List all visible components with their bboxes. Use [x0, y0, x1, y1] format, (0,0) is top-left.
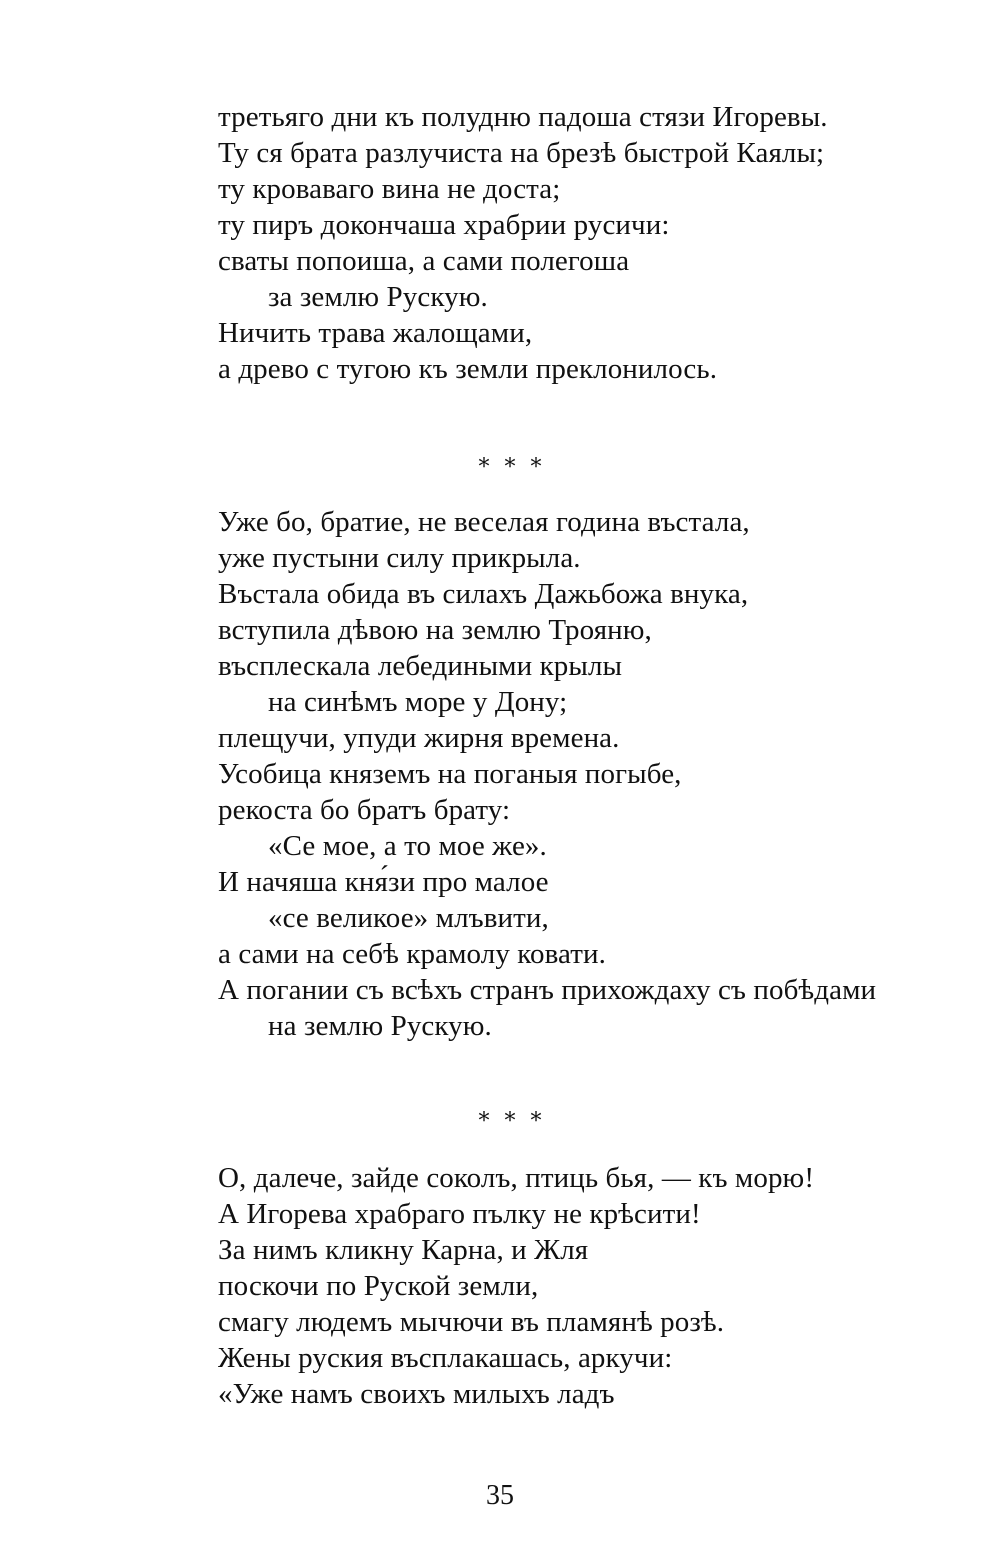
verse-line: Ту ся брата разлучиста на брезѣ быстрой Каялы;	[218, 137, 825, 169]
stanza-2	[218, 504, 978, 1044]
verse-line: И начяша кня́зи про малое	[218, 866, 549, 898]
verse-line: Уже бо, братие, не веселая година въстала,	[218, 506, 750, 538]
verse-line: Въстала обида въ силахъ Дажьбожа внука,	[218, 578, 749, 610]
section-divider	[0, 1109, 1000, 1134]
verse-line: «Уже намъ своихъ милыхъ ладъ	[218, 1378, 615, 1410]
verse-line: Ничить трава жалощами,	[218, 317, 533, 349]
verse-line: а древо с тугою къ земли преклонилось.	[218, 353, 718, 385]
verse-line: рекоста бо братъ брату:	[218, 794, 511, 826]
verse-line-indented: на синѣмъ море у Дону;	[268, 686, 568, 718]
verse-line: сваты попоиша, а сами полегоша	[218, 245, 630, 277]
verse-line-indented: «се великое» млъвити,	[268, 902, 549, 934]
verse-line: За нимъ кликну Карна, и Жля	[218, 1234, 589, 1266]
verse-line-indented: за землю Рускую.	[268, 281, 488, 313]
verse-line: третьяго дни къ полудню падоша стязи Игоревы.	[218, 101, 828, 133]
verse-line: плещучи, упуди жирня времена.	[218, 722, 620, 754]
verse-line: смагу людемъ мычючи въ пламянѣ розѣ.	[218, 1306, 725, 1338]
asterism: * * *	[478, 455, 546, 480]
verse-line-indented: «Се мое, а то мое же».	[268, 830, 547, 862]
stanza-1	[218, 99, 978, 387]
asterism: * * *	[478, 1109, 546, 1134]
verse-line: А Игорева храбраго пълку не крѣсити!	[218, 1198, 701, 1230]
verse-line: ту кроваваго вина не доста;	[218, 173, 561, 205]
section-divider	[0, 455, 1000, 480]
page-number: 35	[486, 1480, 514, 1511]
verse-line: уже пустыни силу прикрыла.	[218, 542, 581, 574]
stanza-3	[218, 1160, 978, 1412]
verse-line: Усобица княземъ на поганыя погыбе,	[218, 758, 682, 790]
verse-line: а сами на себѣ крамолу ковати.	[218, 938, 606, 970]
verse-line: поскочи по Руской земли,	[218, 1270, 539, 1302]
verse-line: ту пиръ докончаша храбрии русичи:	[218, 209, 670, 241]
verse-line: Жены руския въсплакашась, аркучи:	[218, 1342, 673, 1374]
verse-line: О, далече, зайде соколъ, птиць бья, — къ морю!	[218, 1162, 815, 1194]
verse-line: въсплескала лебедиными крылы	[218, 650, 623, 682]
verse-line: А погании съ всѣхъ странъ прихождаху съ побѣдами	[218, 974, 877, 1006]
verse-line-indented: на землю Рускую.	[268, 1010, 492, 1042]
verse-line: вступила дѣвою на землю Трояню,	[218, 614, 652, 646]
